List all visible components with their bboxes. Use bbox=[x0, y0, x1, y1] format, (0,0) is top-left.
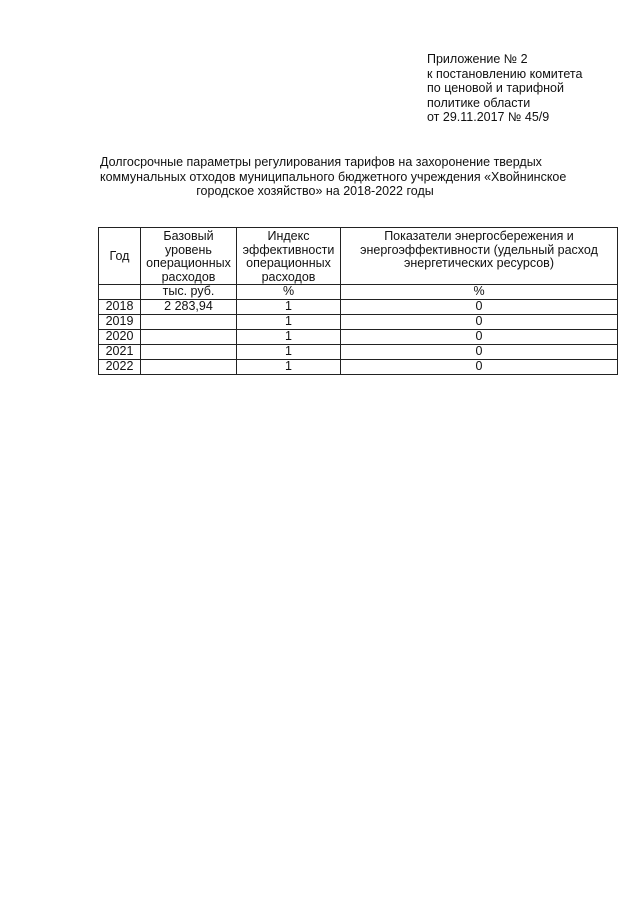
title-line: коммунальных отходов муниципального бюджетного учреждения «Хвойнинское bbox=[100, 169, 567, 184]
cell-base bbox=[141, 315, 237, 330]
cell-year: 2018 bbox=[99, 300, 141, 315]
cell-year: 2022 bbox=[99, 360, 141, 375]
parameters-table bbox=[98, 227, 618, 375]
header-year: Год bbox=[99, 228, 141, 285]
table-row bbox=[99, 300, 618, 315]
unit-index: % bbox=[237, 285, 341, 300]
header-efficiency-index bbox=[237, 228, 341, 285]
cell-year: 2021 bbox=[99, 345, 141, 360]
cell-energy: 0 bbox=[341, 360, 618, 375]
table-header-row bbox=[99, 228, 618, 285]
cell-energy: 0 bbox=[341, 315, 618, 330]
appendix-block bbox=[427, 52, 582, 125]
unit-base: тыс. руб. bbox=[141, 285, 237, 300]
appendix-line: от 29.11.2017 № 45/9 bbox=[427, 110, 550, 124]
header-line: уровень bbox=[165, 242, 212, 257]
header-base-level bbox=[141, 228, 237, 285]
cell-energy: 0 bbox=[341, 330, 618, 345]
header-line: энергетических ресурсов) bbox=[404, 256, 554, 270]
cell-energy: 0 bbox=[341, 345, 618, 360]
cell-energy: 0 bbox=[341, 300, 618, 315]
appendix-line: к постановлению комитета bbox=[427, 66, 583, 81]
header-line: Базовый bbox=[163, 229, 214, 243]
title-line: Долгосрочные параметры регулирования тарифов на захоронение твердых bbox=[100, 155, 542, 169]
cell-base bbox=[141, 360, 237, 375]
appendix-line: политике области bbox=[427, 95, 531, 110]
title-line: городское хозяйство» на 2018-2022 годы bbox=[196, 184, 434, 198]
table-row bbox=[99, 345, 618, 360]
unit-year bbox=[99, 285, 141, 300]
document-title bbox=[100, 155, 567, 199]
cell-index: 1 bbox=[237, 330, 341, 345]
table-units-row bbox=[99, 285, 618, 300]
cell-index: 1 bbox=[237, 300, 341, 315]
header-line: энергоэффективности (удельный расход bbox=[360, 242, 598, 257]
header-line: операционных bbox=[246, 256, 331, 270]
cell-index: 1 bbox=[237, 315, 341, 330]
cell-index: 1 bbox=[237, 360, 341, 375]
table-row bbox=[99, 315, 618, 330]
header-line: операционных bbox=[146, 256, 231, 270]
cell-base: 2 283,94 bbox=[141, 300, 237, 315]
cell-index: 1 bbox=[237, 345, 341, 360]
header-line: Показатели энергосбережения и bbox=[384, 229, 574, 243]
header-line: Индекс bbox=[267, 229, 310, 243]
appendix-line: Приложение № 2 bbox=[427, 52, 528, 66]
table-row bbox=[99, 330, 618, 345]
unit-energy: % bbox=[341, 285, 618, 300]
header-line: расходов bbox=[261, 269, 316, 284]
header-line: эффективности bbox=[242, 242, 335, 257]
cell-year: 2019 bbox=[99, 315, 141, 330]
header-line: расходов bbox=[161, 269, 216, 284]
cell-base bbox=[141, 345, 237, 360]
table-row bbox=[99, 360, 618, 375]
cell-year: 2020 bbox=[99, 330, 141, 345]
appendix-line: по ценовой и тарифной bbox=[427, 81, 564, 95]
cell-base bbox=[141, 330, 237, 345]
header-energy-indicators bbox=[341, 228, 618, 285]
